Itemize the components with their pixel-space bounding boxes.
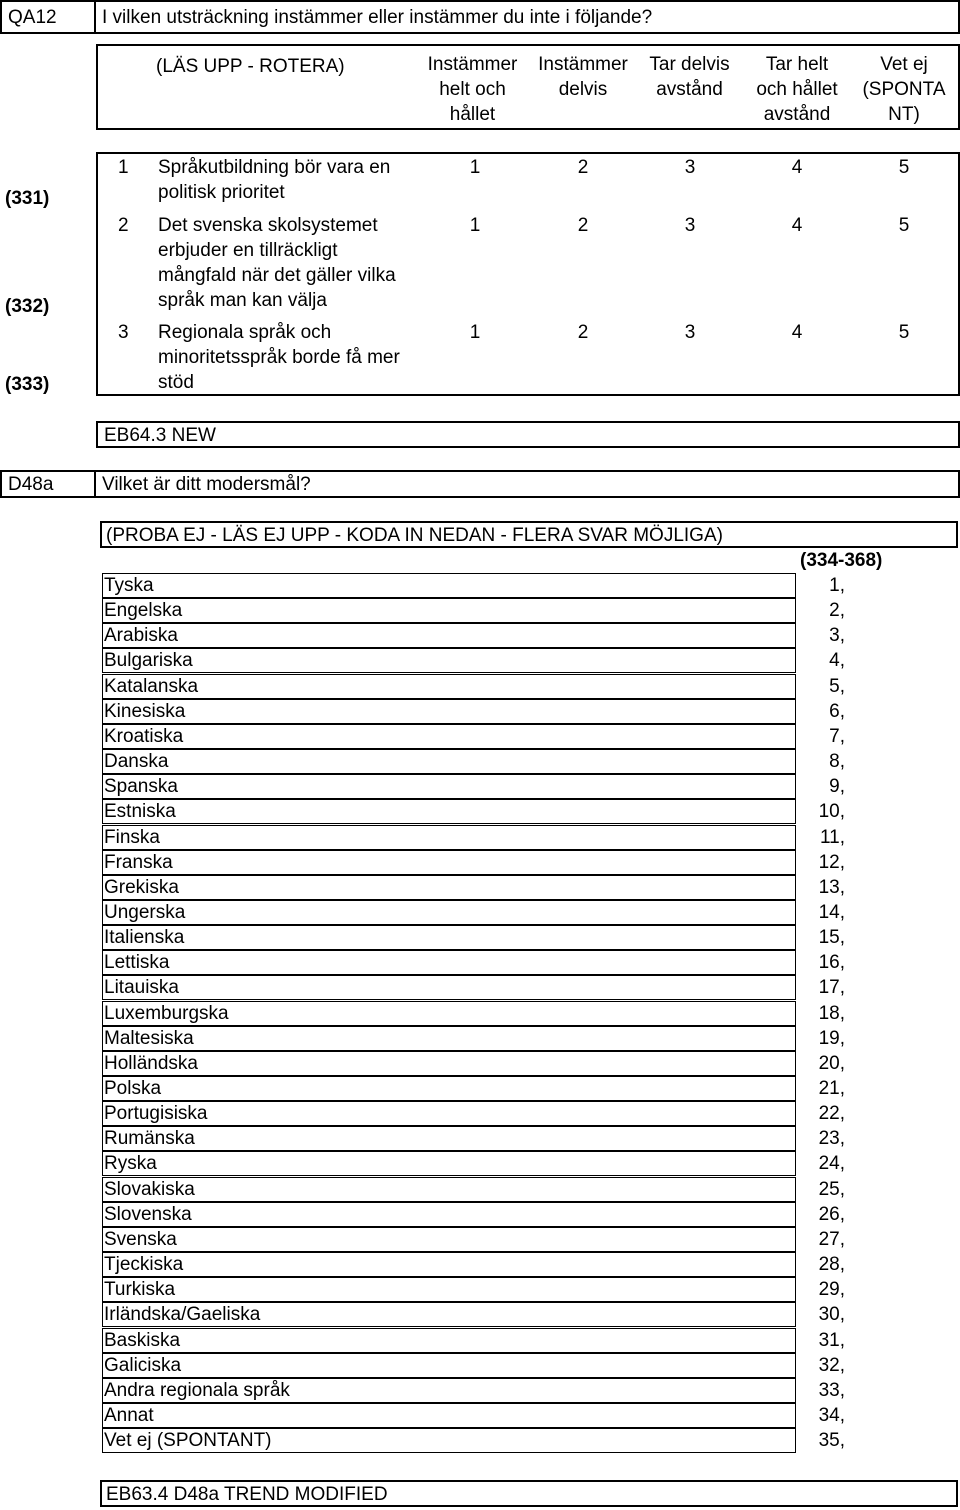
item-3-text-line3: stöd xyxy=(158,372,194,393)
language-option-label: Katalanska xyxy=(104,676,199,697)
language-option-code[interactable]: 15, xyxy=(818,927,845,948)
item-2-code-5[interactable]: 5 xyxy=(898,215,910,236)
language-option-label: Maltesiska xyxy=(104,1028,194,1049)
qa12-instruction: (LÄS UPP - ROTERA) xyxy=(156,56,345,77)
language-option-code[interactable]: 21, xyxy=(818,1078,845,1099)
scale-header-3-line1: Tar delvis xyxy=(649,54,730,75)
qa12-question: I vilken utsträckning instämmer eller instämmer du inte i följande? xyxy=(102,7,653,28)
language-option-code[interactable]: 6, xyxy=(829,701,845,722)
item-3-number: 3 xyxy=(118,322,129,343)
qa12-code: QA12 xyxy=(8,7,57,28)
scale-header-4-line3: avstånd xyxy=(763,104,831,125)
item-2-text-line3: mångfald när det gäller vilka xyxy=(158,265,396,286)
item-2-number: 2 xyxy=(118,215,129,236)
scale-header-5-line3: NT) xyxy=(888,104,920,125)
item-3-code-4[interactable]: 4 xyxy=(791,322,803,343)
qa12-source-box xyxy=(96,421,960,448)
language-option-code[interactable]: 25, xyxy=(818,1179,845,1200)
language-option-label: Ungerska xyxy=(104,902,186,923)
language-option-code[interactable]: 18, xyxy=(818,1003,845,1024)
item-3-column: (333) xyxy=(5,374,50,395)
scale-header-4 xyxy=(744,52,850,127)
item-2-text-line2: erbjuder en tillräckligt xyxy=(158,240,338,261)
language-option-label: Slovenska xyxy=(104,1204,192,1225)
item-3-text-line2: minoritetsspråk borde få mer xyxy=(158,347,400,368)
language-option-label: Slovakiska xyxy=(104,1179,195,1200)
language-option-code[interactable]: 30, xyxy=(818,1304,845,1325)
qa12-code-box xyxy=(0,0,96,34)
language-option-label: Franska xyxy=(104,852,173,873)
item-3-code-5[interactable]: 5 xyxy=(898,322,910,343)
language-option-label: Portugisiska xyxy=(104,1103,208,1124)
item-1-code-1[interactable]: 1 xyxy=(469,157,481,178)
d48a-code: D48a xyxy=(8,474,54,495)
language-option-code[interactable]: 23, xyxy=(818,1128,845,1149)
language-option-code[interactable]: 2, xyxy=(829,600,845,621)
language-option-code[interactable]: 31, xyxy=(818,1330,845,1351)
item-1-number: 1 xyxy=(118,157,129,178)
language-option-label: Ryska xyxy=(104,1153,157,1174)
item-1-text-line1: Språkutbildning bör vara en xyxy=(158,157,391,178)
d48a-columns: (334-368) xyxy=(800,550,883,571)
d48a-instruction: (PROBA EJ - LÄS EJ UPP - KODA IN NEDAN - FLERA SVAR MÖJLIGA) xyxy=(106,525,723,546)
language-option-label: Arabiska xyxy=(104,625,178,646)
language-option-code[interactable]: 9, xyxy=(829,776,845,797)
scale-header-1-line2: helt och xyxy=(439,79,506,100)
item-2-code-1[interactable]: 1 xyxy=(469,215,481,236)
language-option-code[interactable]: 8, xyxy=(829,751,845,772)
language-option-label: Danska xyxy=(104,751,169,772)
language-option-code[interactable]: 13, xyxy=(818,877,845,898)
language-option-label: Kroatiska xyxy=(104,726,184,747)
item-1-column: (331) xyxy=(5,188,50,209)
language-option-label: Baskiska xyxy=(104,1330,181,1351)
d48a-code-box xyxy=(0,470,96,498)
scale-header-5-line2: (SPONTA xyxy=(862,79,946,100)
d48a-source: EB63.4 D48a TREND MODIFIED xyxy=(106,1484,388,1505)
language-option-label: Finska xyxy=(104,827,160,848)
item-2-code-3[interactable]: 3 xyxy=(684,215,696,236)
language-option-label: Holländska xyxy=(104,1053,198,1074)
language-option-code[interactable]: 5, xyxy=(829,676,845,697)
language-option-code[interactable]: 24, xyxy=(818,1153,845,1174)
language-option-code[interactable]: 4, xyxy=(829,650,845,671)
language-option-code[interactable]: 11, xyxy=(819,827,845,848)
d48a-instruction-box xyxy=(100,521,958,548)
item-1-code-3[interactable]: 3 xyxy=(684,157,696,178)
scale-header-2-line1: Instämmer xyxy=(538,54,628,75)
qa12-source: EB64.3 NEW xyxy=(104,425,216,446)
item-1-code-5[interactable]: 5 xyxy=(898,157,910,178)
scale-header-5 xyxy=(850,52,958,127)
language-option-label: Rumänska xyxy=(104,1128,195,1149)
language-option-label: Andra regionala språk xyxy=(104,1380,290,1401)
language-option-label: Estniska xyxy=(104,801,176,822)
language-option-code[interactable]: 22, xyxy=(818,1103,845,1124)
language-option-code[interactable]: 32, xyxy=(818,1355,845,1376)
language-option-code[interactable]: 26, xyxy=(818,1204,845,1225)
language-option-label: Kinesiska xyxy=(104,701,186,722)
d48a-question: Vilket är ditt modersmål? xyxy=(102,474,311,495)
language-option-code[interactable]: 10, xyxy=(818,801,845,822)
item-1-code-4[interactable]: 4 xyxy=(791,157,803,178)
scale-header-3-line2: avstånd xyxy=(656,79,723,100)
item-2-code-2[interactable]: 2 xyxy=(577,215,589,236)
language-option-code[interactable]: 35, xyxy=(818,1430,845,1451)
language-option-label: Tjeckiska xyxy=(104,1254,184,1275)
language-option-code[interactable]: 3, xyxy=(829,625,845,646)
language-option-code[interactable]: 27, xyxy=(818,1229,845,1250)
language-option-code[interactable]: 33, xyxy=(818,1380,845,1401)
language-option-label: Spanska xyxy=(104,776,178,797)
language-option-code[interactable]: 29, xyxy=(818,1279,845,1300)
language-option-label: Turkiska xyxy=(104,1279,176,1300)
language-option-label: Lettiska xyxy=(104,952,170,973)
scale-header-1-line3: hållet xyxy=(449,104,496,125)
language-option-code[interactable]: 17, xyxy=(818,977,845,998)
item-1-code-2[interactable]: 2 xyxy=(577,157,589,178)
language-option-code[interactable]: 20, xyxy=(818,1053,845,1074)
d48a-question-box xyxy=(96,470,960,498)
qa12-question-box xyxy=(96,0,960,34)
language-option-label: Irländska/Gaeliska xyxy=(104,1304,261,1325)
scale-header-2-line2: delvis xyxy=(558,79,608,100)
language-option-code[interactable]: 28, xyxy=(818,1254,845,1275)
scale-header-4-line1: Tar helt xyxy=(765,54,829,75)
language-option-label: Grekiska xyxy=(104,877,179,898)
language-option-label: Luxemburgska xyxy=(104,1003,229,1024)
item-3-text-line1: Regionala språk och xyxy=(158,322,332,343)
scale-header-2 xyxy=(529,52,637,102)
item-3-code-3[interactable]: 3 xyxy=(684,322,696,343)
language-option-code[interactable]: 34, xyxy=(818,1405,845,1426)
language-option-code[interactable]: 19, xyxy=(818,1028,845,1049)
language-option-code[interactable]: 12, xyxy=(818,852,845,873)
language-option-label: Galiciska xyxy=(104,1355,182,1376)
language-option-label: Svenska xyxy=(104,1229,177,1250)
item-3-code-1[interactable]: 1 xyxy=(469,322,481,343)
item-2-text-line1: Det svenska skolsystemet xyxy=(158,215,378,236)
item-1-text-line2: politisk prioritet xyxy=(158,182,285,203)
item-2-column: (332) xyxy=(5,296,50,317)
language-option-label: Engelska xyxy=(104,600,183,621)
language-option-label: Bulgariska xyxy=(104,650,193,671)
language-option-label: Italienska xyxy=(104,927,185,948)
item-2-code-4[interactable]: 4 xyxy=(791,215,803,236)
language-option-label: Litauiska xyxy=(104,977,179,998)
d48a-source-box xyxy=(100,1480,958,1507)
scale-header-4-line2: och hållet xyxy=(756,79,838,100)
language-option-code[interactable]: 7, xyxy=(829,726,845,747)
language-option-label: Annat xyxy=(104,1405,154,1426)
language-option-label: Tyska xyxy=(104,575,154,596)
scale-header-5-line1: Vet ej xyxy=(880,54,928,75)
language-option-label: Polska xyxy=(104,1078,162,1099)
language-option-label: Vet ej (SPONTANT) xyxy=(104,1430,272,1451)
scale-header-1 xyxy=(420,52,525,127)
language-option-code[interactable]: 1, xyxy=(829,575,845,596)
scale-header-1-line1: Instämmer xyxy=(427,54,518,75)
language-option-code[interactable]: 16, xyxy=(818,952,845,973)
language-option-code[interactable]: 14, xyxy=(818,902,845,923)
item-2-text-line4: språk man kan välja xyxy=(158,290,327,311)
scale-header-3 xyxy=(637,52,742,102)
item-3-code-2[interactable]: 2 xyxy=(577,322,589,343)
